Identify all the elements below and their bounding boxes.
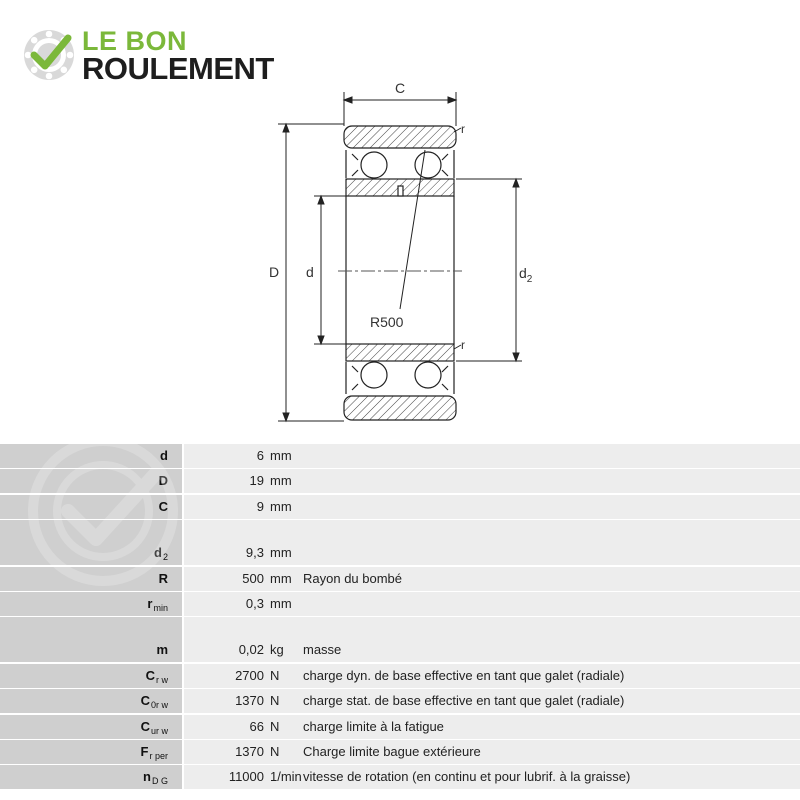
param-value: 9,3	[245, 545, 264, 561]
param-unit: mm	[270, 570, 292, 586]
param-description: vitesse de rotation (en continu et pour lubrif. à la graisse)	[303, 769, 631, 785]
bearing-watermark-icon	[28, 436, 228, 586]
param-unit: N	[270, 693, 280, 709]
param-unit: N	[270, 667, 280, 683]
param-symbol: $n_{D G}$	[0, 765, 182, 789]
table-row	[0, 664, 800, 688]
table-row	[0, 592, 800, 616]
param-symbol: m	[0, 638, 182, 662]
param-value: 9	[256, 498, 264, 514]
param-symbol: $C_{r w}$	[0, 664, 182, 688]
param-unit: N	[270, 744, 280, 759]
param-value: 1370	[235, 693, 264, 709]
param-description: Rayon du bombé	[303, 570, 403, 586]
param-value: 6	[256, 448, 264, 463]
param-symbol: R	[0, 567, 182, 591]
param-symbol: d	[0, 444, 182, 468]
param-value: 19	[249, 473, 264, 489]
param-value: 0,3	[245, 596, 264, 611]
param-unit: mm	[270, 596, 292, 611]
param-value: 66	[249, 718, 264, 734]
dim-label-D: D	[269, 264, 280, 280]
dim-label-d: d	[306, 264, 314, 280]
param-unit: kg	[270, 642, 284, 658]
dim-label-d2: $d_2$	[519, 265, 533, 285]
table-row	[0, 765, 800, 789]
logo-text-le-bon: LE BON	[82, 26, 188, 56]
param-unit: 1/min	[270, 769, 302, 785]
dim-label-c: C	[395, 80, 406, 96]
logo-text-roulement: ROULEMENT	[82, 51, 274, 86]
param-symbol: $C_{ur w}$	[0, 715, 182, 739]
param-symbol: D	[0, 469, 182, 493]
param-description: masse	[303, 642, 342, 658]
param-description: Charge limite bague extérieure	[303, 744, 481, 759]
table-row	[0, 638, 800, 662]
bearing-check-icon	[22, 28, 76, 82]
param-value: 11000	[228, 769, 264, 785]
fillet-label-bottom: r	[461, 338, 465, 352]
table-row	[0, 689, 800, 713]
param-unit: N	[270, 718, 280, 734]
param-symbol: $d_2$	[0, 541, 182, 565]
param-value: 500	[242, 570, 264, 586]
param-symbol: C	[0, 495, 182, 519]
param-description: charge limite à la fatigue	[303, 718, 444, 734]
param-symbol: $r_{min}$	[0, 592, 182, 616]
param-symbol: $F_{r per}$	[0, 740, 182, 764]
param-unit: mm	[270, 473, 292, 489]
param-description: charge dyn. de base effective en tant que galet (radiale)	[303, 667, 625, 683]
param-value: 1370	[235, 744, 264, 759]
table-row	[0, 715, 800, 739]
table-row	[0, 740, 800, 764]
param-unit: mm	[270, 545, 292, 561]
param-unit: mm	[270, 448, 292, 463]
param-unit: mm	[270, 498, 292, 514]
radius-label: R500	[370, 314, 404, 330]
param-value: 2700	[235, 667, 264, 683]
param-symbol: $C_{0r w}$	[0, 689, 182, 713]
param-description: charge stat. de base effective en tant que galet (radiale)	[303, 693, 625, 709]
fillet-label-top: r	[461, 122, 465, 136]
bearing-technical-drawing	[256, 74, 556, 434]
param-value: 0,02	[238, 642, 264, 658]
